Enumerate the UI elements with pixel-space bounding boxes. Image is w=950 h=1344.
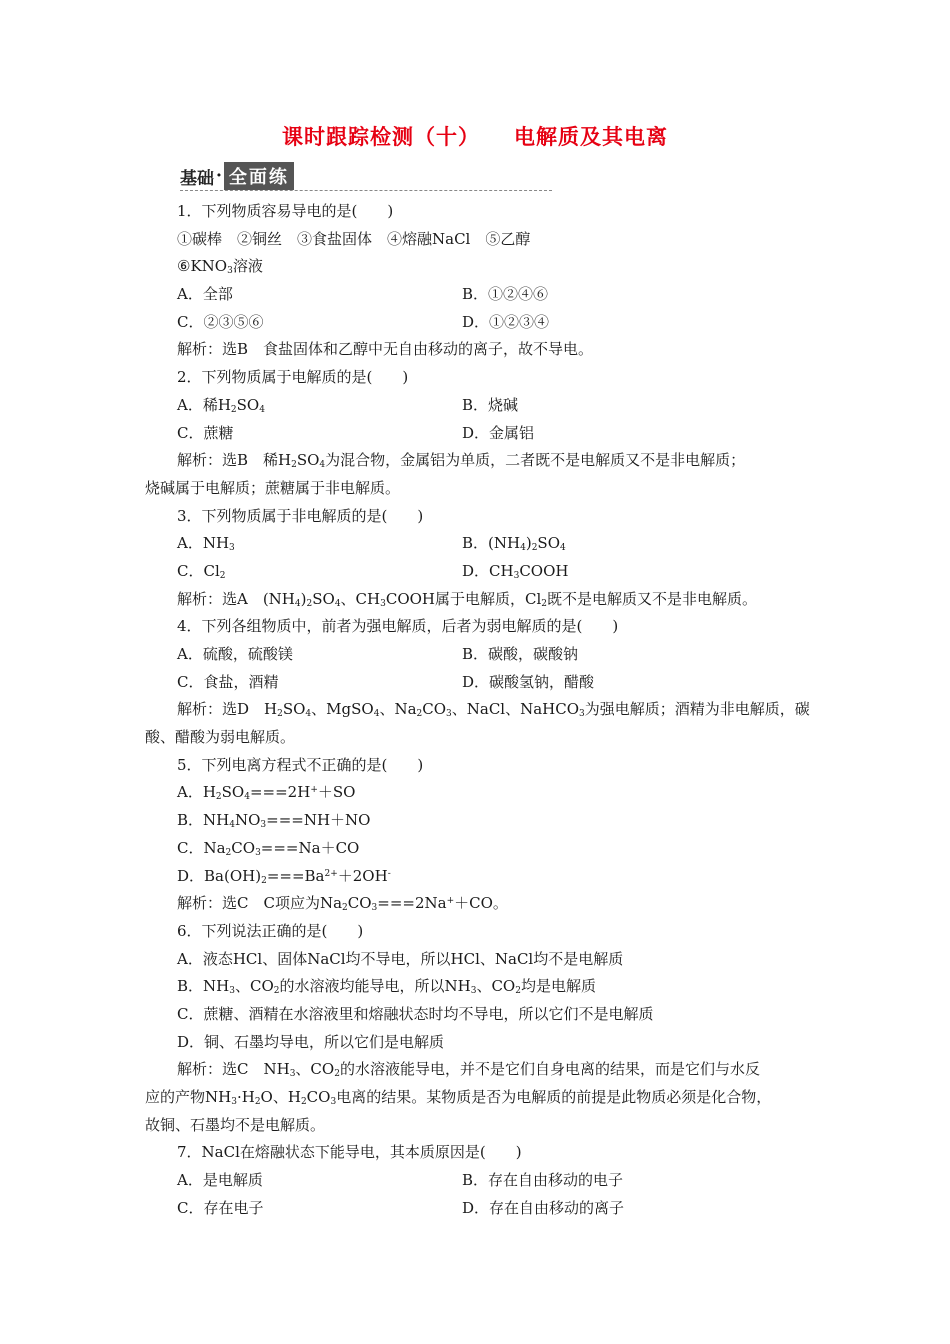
q5-option-b: B．$NH_4NO_3===NH+NO$: [177, 811, 371, 831]
q4-analysis: 解析：选D $H_2SO_4$、MgSO$_4$、$Na_2CO_3$、NaCl、NaHCO$_3$为强电解质；酒精为非电解质，碳: [177, 700, 810, 720]
q3-option-b: B．$(NH_4)_2SO_4$: [462, 534, 566, 554]
q7-options-ab: [145, 1167, 810, 1195]
q1-stem: 1．下列物质容易导电的是( ): [177, 202, 394, 220]
q4-options-cd: [145, 669, 810, 697]
q3-option-a: A．$NH_3$: [177, 534, 235, 554]
page-title: [0, 121, 950, 151]
q2-option-b: B．烧碱: [462, 395, 519, 414]
q7-option-c: C．存在电子: [177, 1198, 264, 1217]
q2-analysis-line2: 烧碱属于电解质；蔗糖属于非电解质。: [145, 478, 401, 497]
q2-option-a: A．稀$H_2SO_4$: [177, 395, 265, 415]
q1-option-a: A．全部: [177, 285, 233, 304]
q6-option-a: A．液态HCl、固体NaCl均不导电，所以HCl、NaCl均不是电解质: [177, 949, 624, 968]
q1-options-ab: [145, 281, 810, 309]
q1-option-d: D．①②③④: [462, 312, 550, 331]
q6-analysis-line3: 故铜、石墨均不是电解质。: [145, 1115, 326, 1134]
q1-option-c: C．②③⑤⑥: [177, 312, 264, 331]
section-boxed-label: 全面练: [224, 162, 294, 190]
q1-analysis: 解析：选B 食盐固体和乙醇中无自由移动的离子，故不导电。: [177, 340, 594, 359]
q5-option-d: D．$Ba(OH)_2===Ba^{2+}+2OH^-$: [177, 866, 391, 886]
q5-analysis: 解析：选C C项应为$Na_2CO_3===2Na^++CO$。: [177, 894, 508, 914]
title-main: 课时跟踪检测（十）: [282, 125, 480, 149]
q4-option-a: A．硫酸，硫酸镁: [177, 645, 293, 663]
q7-stem: 7．NaCl在熔融状态下能导电，其本质原因是( ): [177, 1143, 522, 1162]
section-header: [180, 162, 294, 190]
q2-option-c: C．蔗糖: [177, 423, 234, 442]
q7-options-cd: [145, 1195, 810, 1223]
q4-option-d: D．碳酸氢钠，醋酸: [462, 672, 595, 691]
q2-analysis: 解析：选B 稀$H_2SO_4$为混合物，金属铝为单质，二者既不是电解质又不是非电解质；: [177, 451, 746, 471]
title-sub: 电解质及其电离: [514, 125, 668, 149]
q3-analysis: 解析：选A $(NH_4)_2SO_4$、$CH_3COOH$属于电解质，$Cl_2$既不是电解质又不是非电解质。: [177, 589, 758, 609]
q7-option-d: D．存在自由移动的离子: [462, 1198, 625, 1217]
q6-analysis-line2: 应的产物$NH_3\cdot H_2O$、$H_2CO_3$电离的结果。某物质是否为电解质的前提是此物质必须是化合物，: [145, 1088, 772, 1107]
section-label: 基础: [180, 168, 214, 189]
q1-items1: ①碳棒 ②铜丝 ③食盐固体 ④熔融NaCl ⑤乙醇: [177, 229, 531, 248]
q4-option-c: C．食盐，酒精: [177, 672, 279, 691]
q6-option-b: B．$NH_3$、$CO_2$的水溶液均能导电，所以$NH_3$、$CO_2$均是电解质: [177, 977, 596, 997]
q3-option-d: D．$CH_3COOH$: [462, 561, 569, 581]
q7-option-a: A．是电解质: [177, 1171, 263, 1190]
q6-option-d: D．铜、石墨均导电，所以它们是电解质: [177, 1032, 445, 1051]
q3-options-cd: [145, 558, 810, 586]
q4-stem: 4．下列各组物质中，前者为强电解质，后者为弱电解质的是( ): [177, 617, 619, 636]
question-list: [145, 198, 810, 1222]
q7-option-b: B．存在自由移动的电子: [462, 1171, 624, 1190]
q2-option-d: D．金属铝: [462, 423, 535, 442]
q4-options-ab: [145, 641, 810, 669]
q1-option-b: B．①②④⑥: [462, 285, 549, 304]
q5-stem: 5．下列电离方程式不正确的是( ): [177, 755, 424, 774]
q3-option-c: C．$Cl_2$: [177, 561, 226, 581]
q1-items2: $⑥KNO_3$溶液: [177, 257, 263, 277]
q4-analysis-line2: 酸、醋酸为弱电解质。: [145, 728, 296, 747]
q2-stem: 2．下列物质属于电解质的是( ): [177, 368, 409, 387]
q1-options-cd: [145, 309, 810, 337]
q3-stem: 3．下列物质属于非电解质的是( ): [177, 506, 424, 525]
q5-option-a: A．$H_2SO_4===2H^++SO$: [177, 783, 356, 803]
q6-option-c: C．蔗糖、酒精在水溶液里和熔融状态时均不导电，所以它们不是电解质: [177, 1004, 654, 1023]
q3-options-ab: [145, 530, 810, 558]
q4-option-b: B．碳酸，碳酸钠: [462, 645, 579, 663]
q6-stem: 6．下列说法正确的是( ): [177, 921, 364, 940]
q2-options-ab: [145, 392, 810, 420]
dashed-divider: [180, 190, 552, 191]
q2-options-cd: [145, 420, 810, 448]
q6-analysis: 解析：选C $NH_3$、$CO_2$的水溶液能导电，并不是它们自身电离的结果，而是它们与水反: [177, 1060, 760, 1080]
section-dot: ·: [216, 166, 222, 186]
q5-option-c: C．$Na_2CO_3===Na+CO$: [177, 838, 360, 858]
